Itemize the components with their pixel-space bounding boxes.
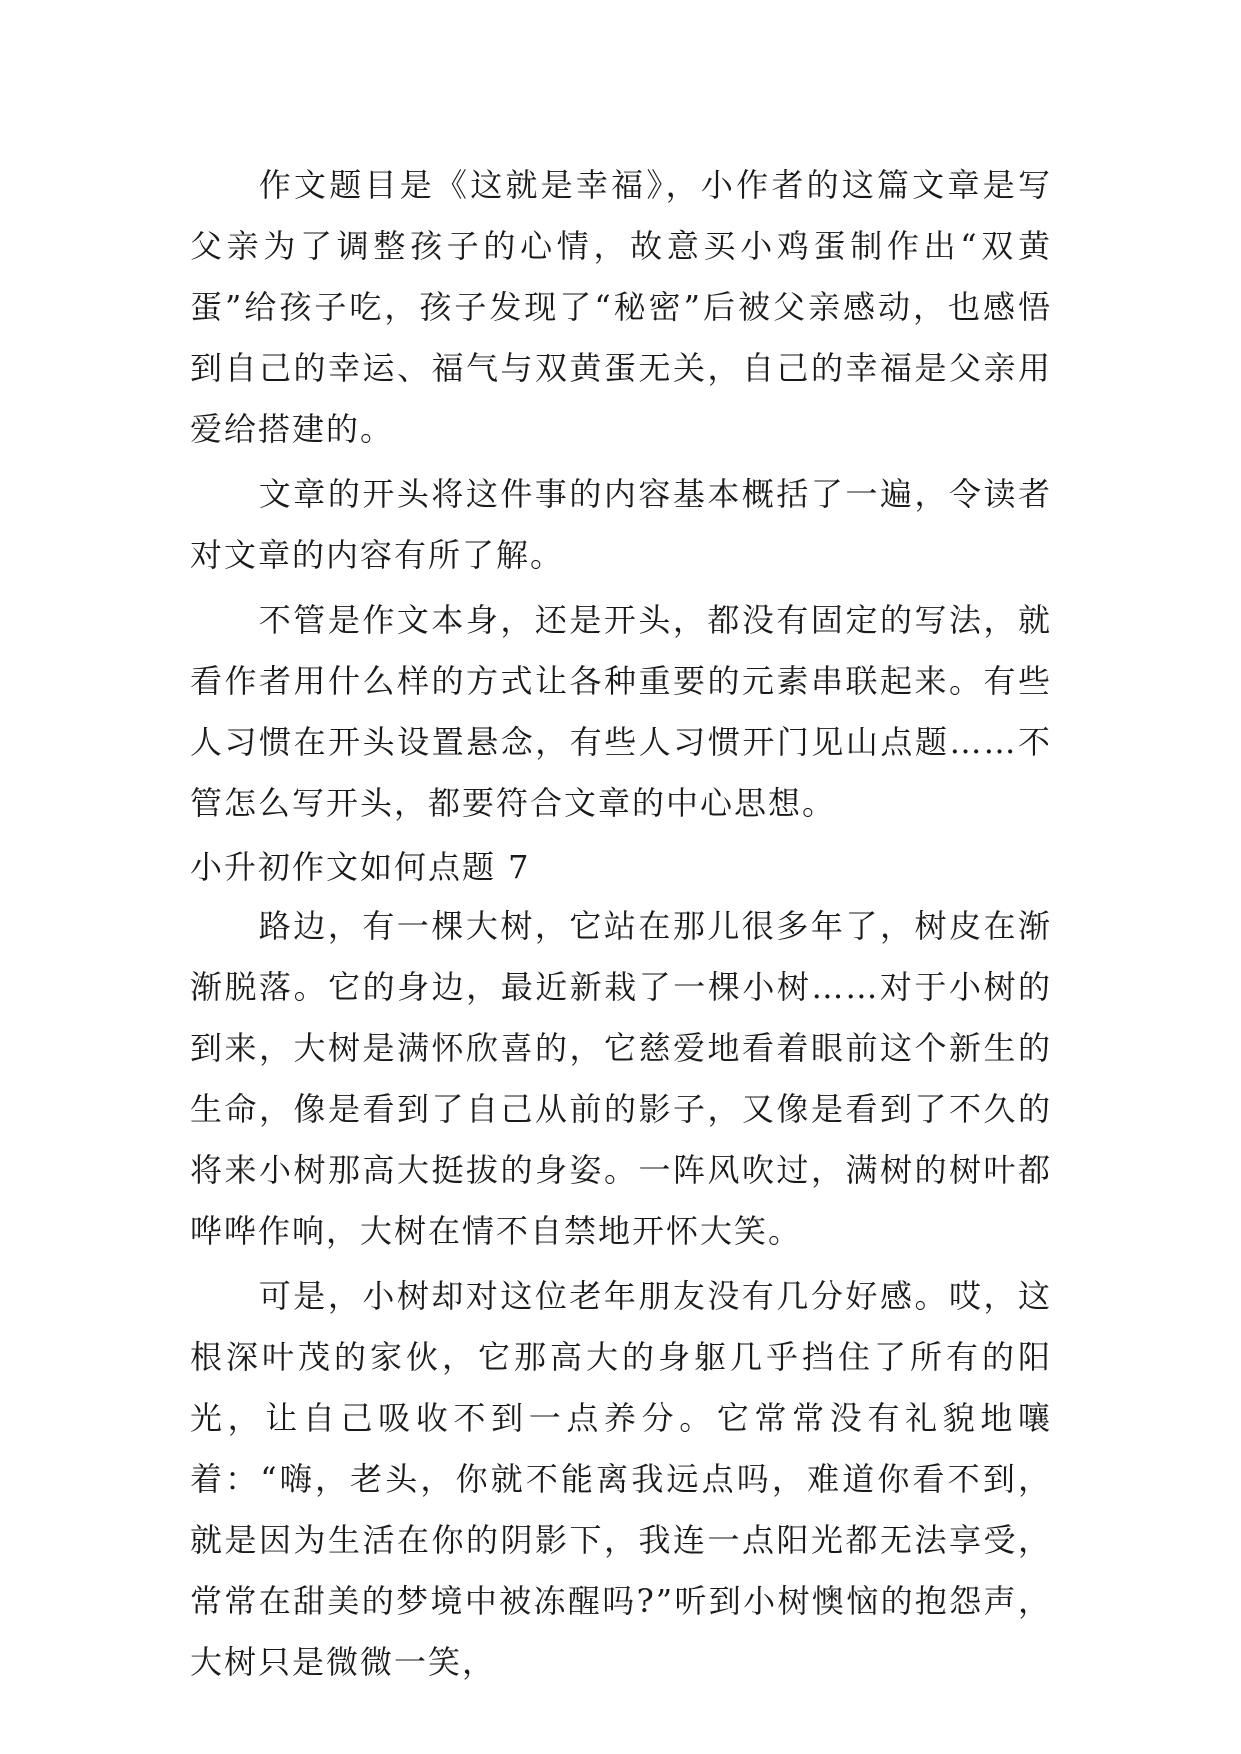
paragraph-essay-summary: 作文题目是《这就是幸福》，小作者的这篇文章是写父亲为了调整孩子的心情，故意买小鸡蛋制作出“双黄蛋”给孩子吃，孩子发现了“秘密”后被父亲感动，也感悟到自己的幸运、福气与双黄蛋无关，自己的幸福是父亲用爱给搭建的。 bbox=[190, 166, 1052, 448]
paragraph-small-tree: 可是，小树却对这位老年朋友没有几分好感。哎，这根深叶茂的家伙，它那高大的身躯几乎挡住了所有的阳光，让自己吸收不到一点养分。它常常没有礼貌地嚷着：“嗨，老头，你就不能离我远点吗，难道你看不到，就是因为生活在你的阴影下，我连一点阳光都无法享受，常常在甜美的梦境中被冻醒吗?”听到小树懊恼的抱怨声，大树只是微微一笑， bbox=[190, 1277, 1052, 1681]
section-heading: 小升初作文如何点题 7 bbox=[190, 848, 531, 886]
paragraph-opening-overview: 文章的开头将这件事的内容基本概括了一遍，令读者对文章的内容有所了解。 bbox=[190, 475, 1052, 574]
document-body bbox=[190, 155, 1052, 1697]
paragraph-big-tree: 路边，有一棵大树，它站在那儿很多年了，树皮在渐渐脱落。它的身边，最近新栽了一棵小树……对于小树的到来，大树是满怀欣喜的，它慈爱地看着眼前这个新生的生命，像是看到了自己从前的影子，又像是看到了不久的将来小树那高大挺拔的身姿。一阵风吹过，满树的树叶都哗哗作响，大树在情不自禁地开怀大笑。 bbox=[190, 907, 1052, 1250]
paragraph-writing-advice: 不管是作文本身，还是开头，都没有固定的写法，就看作者用什么样的方式让各种重要的元素串联起来。有些人习惯在开头设置悬念，有些人习惯开门见山点题……不管怎么写开头，都要符合文章的中心思想。 bbox=[190, 601, 1052, 822]
